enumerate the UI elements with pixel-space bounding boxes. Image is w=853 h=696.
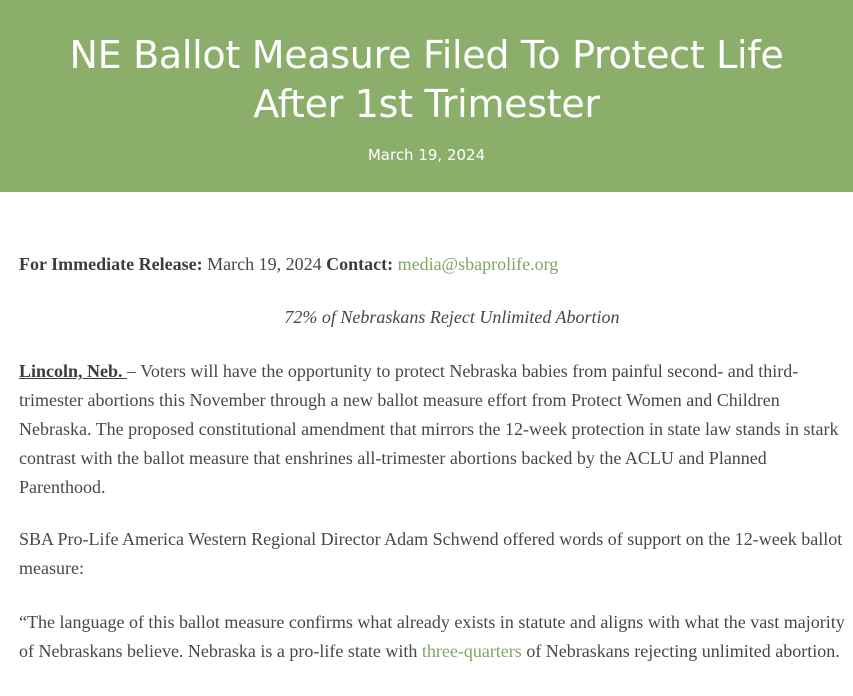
paragraph-1 xyxy=(19,357,845,502)
contact-label: Contact: xyxy=(326,254,394,274)
contact-email-link[interactable]: media@sbaprolife.org xyxy=(397,254,559,274)
release-line xyxy=(19,250,845,279)
article-subtitle: 72% of Nebraskans Reject Unlimited Abortion xyxy=(284,307,620,327)
release-date: March 19, 2024 xyxy=(207,254,322,274)
publish-date: March 19, 2024 xyxy=(367,146,486,164)
three-quarters-link[interactable]: three-quarters xyxy=(421,641,522,661)
paragraph-3-text-start: “The language of this ballot measure confirms what already exists in statute and aligns with what the vast majority of Nebraskans believe. Nebraska is a pro-life state with xyxy=(19,612,845,661)
paragraph-1-text: – Voters will have the opportunity to protect Nebraska babies from painful second- and third-trimester abortions this November through a new ballot measure effort from Protect Women and Children Nebraska. The proposed constitutional amendment that mirrors the 12-week protection in state law stands in stark contrast with the ballot measure that enshrines all-trimester abortions backed by the ACLU and Planned Parenthood. xyxy=(19,361,839,497)
page-header xyxy=(0,0,853,192)
release-label: For Immediate Release: xyxy=(19,254,203,274)
article-body xyxy=(19,250,845,661)
page-title: NE Ballot Measure Filed To Protect Life After 1st Trimester xyxy=(69,33,784,126)
dateline: Lincoln, Neb. xyxy=(19,361,128,381)
paragraph-3 xyxy=(19,608,845,666)
paragraph-3-text-end: of Nebraskans rejecting unlimited abortion. xyxy=(521,641,840,661)
paragraph-2: SBA Pro-Life America Western Regional Director Adam Schwend offered words of support on the 12-week ballot measure: xyxy=(19,529,843,578)
